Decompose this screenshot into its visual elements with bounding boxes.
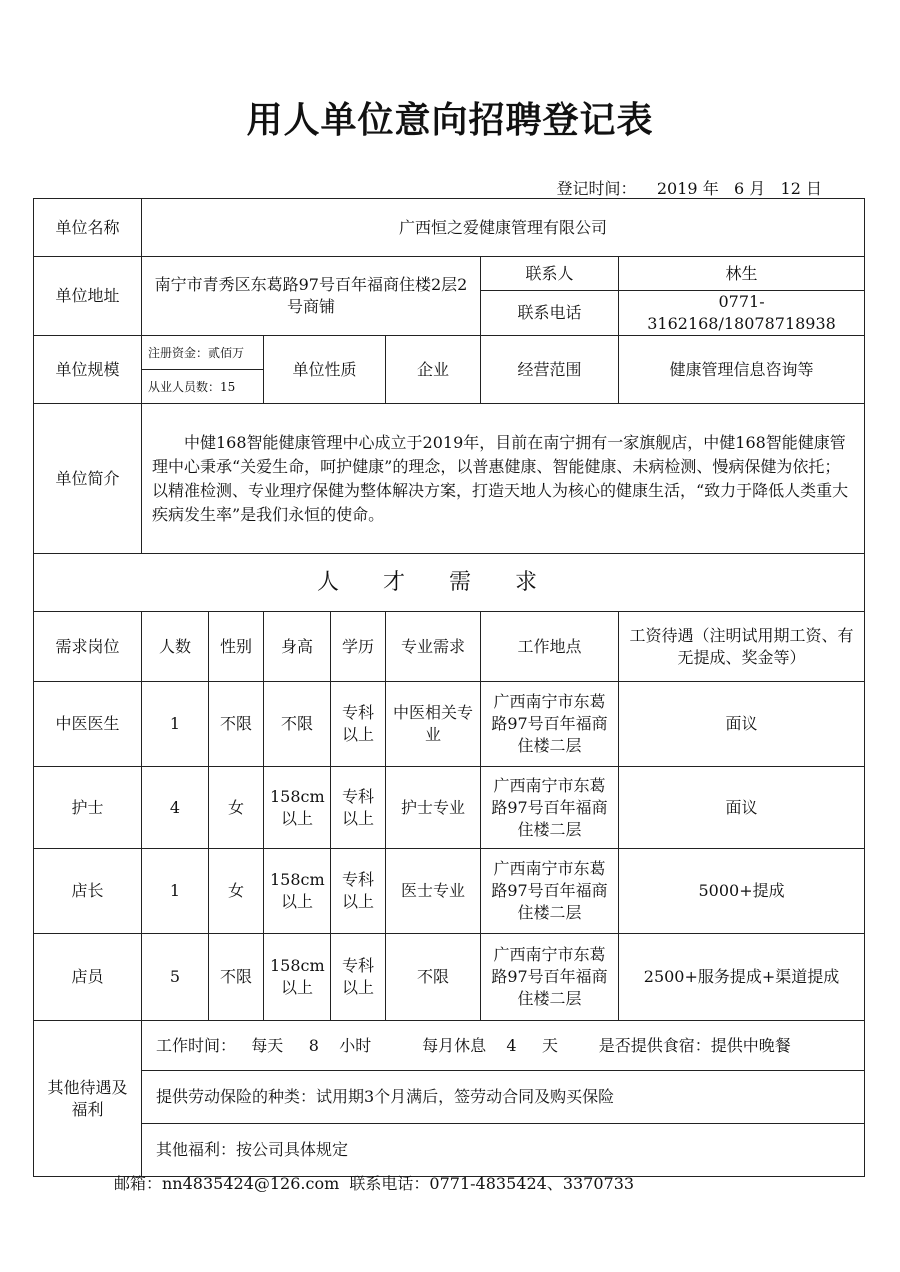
benefits-label: 其他待遇及福利 <box>34 1021 142 1177</box>
col-header-location: 工作地点 <box>481 612 619 682</box>
job-height: 158cm以上 <box>264 934 331 1021</box>
talent-demand-heading: 人才需求 <box>34 554 865 612</box>
business-scope: 健康管理信息咨询等 <box>619 336 865 404</box>
nature-label: 单位性质 <box>264 336 386 404</box>
registration-label: 登记时间： <box>556 179 637 198</box>
job-location: 广西南宁市东葛路97号百年福商住楼二层 <box>481 934 619 1021</box>
day-unit: 日 <box>805 179 822 198</box>
job-gender: 女 <box>209 849 264 934</box>
job-major: 医士专业 <box>386 849 481 934</box>
jobs-header-row <box>34 612 865 682</box>
company-name: 广西恒之爱健康管理有限公司 <box>142 199 865 257</box>
job-salary: 5000+提成 <box>619 849 865 934</box>
registration-date <box>557 176 822 199</box>
job-count: 1 <box>142 849 209 934</box>
registered-capital: 注册资金：贰佰万 <box>142 336 264 370</box>
job-gender: 女 <box>209 767 264 849</box>
phone-number: 0771-3162168/18078718938 <box>619 291 865 336</box>
job-gender: 不限 <box>209 934 264 1021</box>
company-intro <box>142 404 865 554</box>
scope-label: 经营范围 <box>481 336 619 404</box>
registration-month: 6 <box>733 179 745 198</box>
month-unit: 月 <box>749 179 766 198</box>
job-education: 专科以上 <box>331 934 386 1021</box>
job-height: 158cm以上 <box>264 849 331 934</box>
table-row <box>34 682 865 767</box>
company-nature: 企业 <box>386 336 481 404</box>
job-position: 店员 <box>34 934 142 1021</box>
year-unit: 年 <box>702 179 719 198</box>
col-header-education: 学历 <box>331 612 386 682</box>
job-gender: 不限 <box>209 682 264 767</box>
job-count: 5 <box>142 934 209 1021</box>
job-major: 不限 <box>386 934 481 1021</box>
col-header-count: 人数 <box>142 612 209 682</box>
company-address: 南宁市青秀区东葛路97号百年福商住楼2层2号商铺 <box>142 257 481 336</box>
staff-count: 从业人员数：15 <box>142 370 264 404</box>
company-intro-text: 中健168智能健康管理中心成立于2019年，目前在南宁拥有一家旗舰店，中健168智能健康管理中心秉承“关爱生命，呵护健康”的理念，以普惠健康、智能健康、未病检测、慢病保健为依托；以精准检测、专业理疗保健为整体解决方案，打造天地人为核心的健康生活，“致力于降低人类重大疾病发生率”是我们永恒的使命。 <box>152 432 849 524</box>
registration-day: 12 <box>780 179 801 198</box>
company-address-label: 单位地址 <box>34 257 142 336</box>
company-name-label: 单位名称 <box>34 199 142 257</box>
company-address-row <box>34 257 865 291</box>
job-position: 中医医生 <box>34 682 142 767</box>
job-education: 专科以上 <box>331 849 386 934</box>
company-scale-row <box>34 336 865 370</box>
job-position: 护士 <box>34 767 142 849</box>
job-education: 专科以上 <box>331 767 386 849</box>
job-height: 158cm以上 <box>264 767 331 849</box>
job-location: 广西南宁市东葛路97号百年福商住楼二层 <box>481 849 619 934</box>
col-header-salary: 工资待遇（注明试用期工资、有无提成、奖金等） <box>619 612 865 682</box>
other-benefits-row <box>34 1124 865 1177</box>
contact-label: 联系人 <box>481 257 619 291</box>
intro-label: 单位简介 <box>34 404 142 554</box>
contact-name: 林生 <box>619 257 865 291</box>
col-header-position: 需求岗位 <box>34 612 142 682</box>
job-location: 广西南宁市东葛路97号百年福商住楼二层 <box>481 682 619 767</box>
phone-label: 联系电话 <box>481 291 619 336</box>
scale-label: 单位规模 <box>34 336 142 404</box>
job-position: 店长 <box>34 849 142 934</box>
col-header-height: 身高 <box>264 612 331 682</box>
table-row <box>34 767 865 849</box>
insurance-row <box>34 1071 865 1124</box>
insurance-info: 提供劳动保险的种类：试用期3个月满后，签劳动合同及购买保险 <box>142 1071 865 1124</box>
job-count: 1 <box>142 682 209 767</box>
registration-year: 2019 <box>656 179 698 198</box>
page-title: 用人单位意向招聘登记表 <box>246 99 654 141</box>
job-salary: 2500+服务提成+渠道提成 <box>619 934 865 1021</box>
col-header-gender: 性别 <box>209 612 264 682</box>
job-major: 中医相关专业 <box>386 682 481 767</box>
footer-contact: 邮箱：nn4835424@126.com 联系电话：0771-4835424、3370733 <box>114 1174 635 1193</box>
job-education: 专科以上 <box>331 682 386 767</box>
job-major: 护士专业 <box>386 767 481 849</box>
other-benefits: 其他福利：按公司具体规定 <box>142 1124 865 1177</box>
job-salary: 面议 <box>619 682 865 767</box>
job-height: 不限 <box>264 682 331 767</box>
work-time: 工作时间： 每天 8 小时 每月休息 4 天 是否提供食宿：提供中晚餐 <box>142 1021 865 1071</box>
company-intro-row <box>34 404 865 554</box>
talent-header-row <box>34 554 865 612</box>
job-location: 广西南宁市东葛路97号百年福商住楼二层 <box>481 767 619 849</box>
table-row <box>34 934 865 1021</box>
table-row <box>34 849 865 934</box>
col-header-major: 专业需求 <box>386 612 481 682</box>
job-salary: 面议 <box>619 767 865 849</box>
company-name-row <box>34 199 865 257</box>
job-count: 4 <box>142 767 209 849</box>
benefits-row <box>34 1021 865 1071</box>
registration-form-table <box>33 198 865 1177</box>
